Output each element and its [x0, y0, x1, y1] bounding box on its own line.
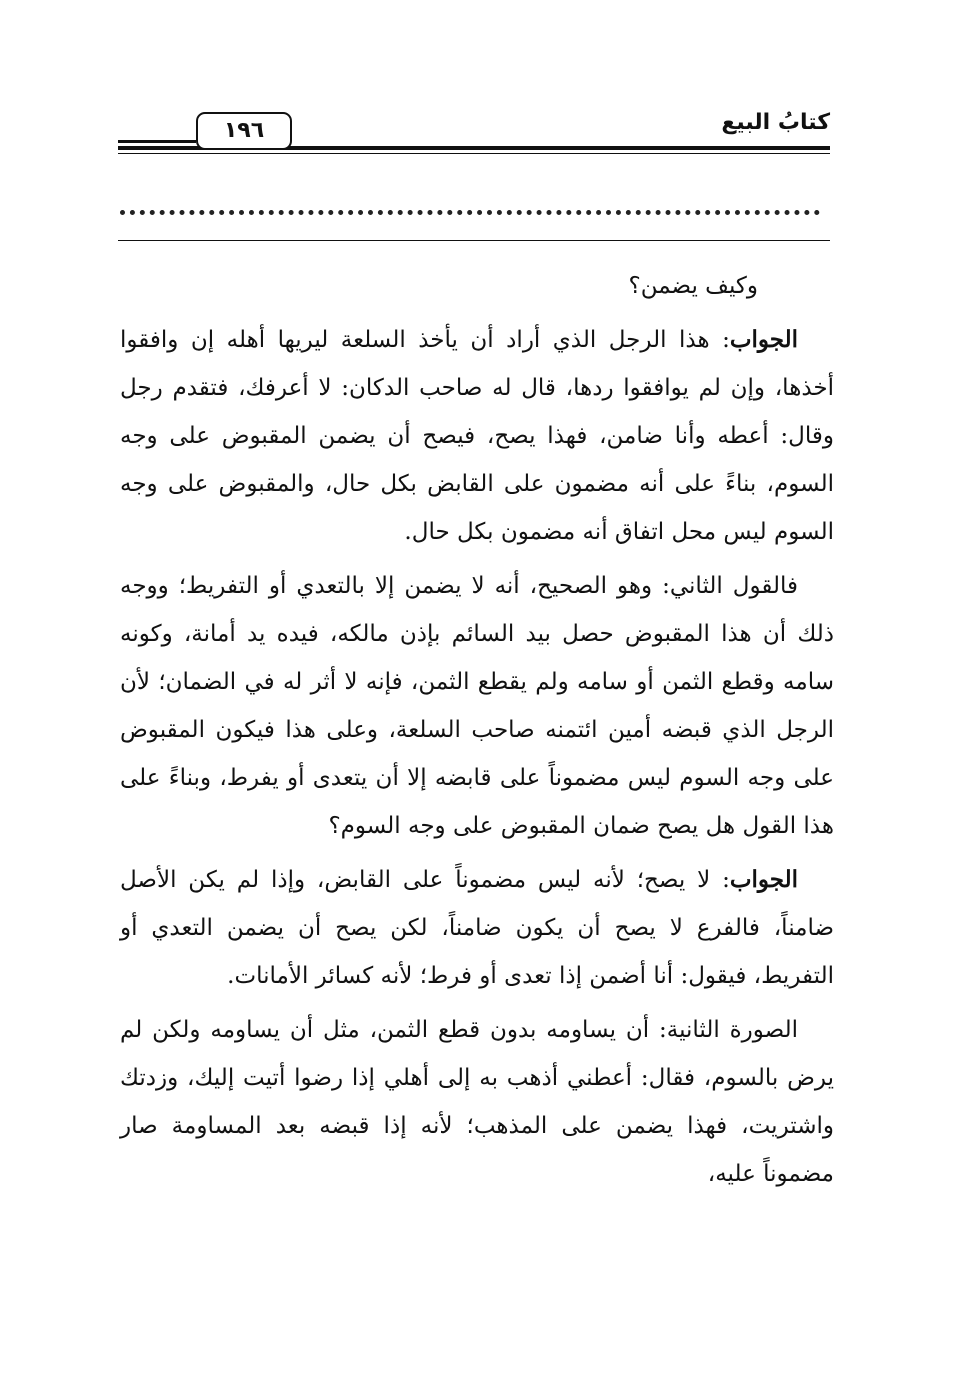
paragraph-text: فالقول الثاني: وهو الصحيح، أنه لا يضمن إلا بالتعدي أو التفريط؛ ووجه ذلك أن هذا المقبوض حصل بيد السائم بإذن مالكه، فيده يد أمانة، وكونه سامه وقطع الثمن أو سامه ولم يقطع الثمن، فإنه لا أثر له في الضمان؛ لأن الرجل الذي قبضه أمين ائتمنه صاحب السلعة، وعلى هذا فيكون المقبوض على وجه السوم ليس مضموناً على قابضه إلا أن يتعدى أو يفرط، وبناءً على هذا القول هل يصح ضمان المقبوض على وجه السوم؟	[120, 573, 834, 839]
paragraph-text: : هذا الرجل الذي أراد أن يأخذ السلعة ليريها أهله إن وافقوا أخذها، وإن لم يوافقوا ردها، قال له صاحب الدكان: لا أعرفك، فتقدم رجل وقال: أعطه وأنا ضامن، فهذا يصح، فيصح أن يضمن المقبوض على وجه السوم، بناءً على أنه مضمون على القابض بكل حال، والمقبوض على وجه السوم ليس محل اتفاق أنه مضمون بكل حال.	[120, 327, 834, 545]
body-text	[120, 262, 834, 1204]
paragraph	[120, 262, 834, 310]
paragraph-text: الصورة الثانية: أن يساومه بدون قطع الثمن، مثل أن يساومه ولكن لم يرض بالسوم، فقال: أعطني أذهب به إلى أهلي إذا رضوا أتيت إليك، وزدتك واشتريت، فهذا يضمن على المذهب؛ لأنه إذا قبضه بعد المساومة صار مضموناً عليه،	[120, 1017, 834, 1187]
page-number: ١٩٦	[196, 112, 292, 150]
answer-label: الجواب	[729, 326, 798, 353]
page-header	[118, 108, 830, 158]
header-rule-thin	[118, 153, 830, 154]
paragraph	[120, 316, 834, 556]
paragraph-text: : لا يصح؛ لأنه ليس مضموناً على القابض، وإذا لم يكن الأصل ضامناً، فالفرع لا يصح أن يكون ضامناً، لكن يصح أن يضمن التعدي أو التفريط، فيقول: أنا أضمن إذا تعدى أو فرط؛ لأنه كسائر الأمانات.	[120, 867, 834, 989]
book-title: كتابُ البيع	[721, 110, 830, 135]
paragraph-text: وكيف يضمن؟	[628, 273, 758, 299]
dotted-separator	[120, 190, 820, 215]
answer-label: الجواب	[729, 866, 798, 893]
paragraph	[120, 856, 834, 1000]
paragraph	[120, 1006, 834, 1198]
header-rule-left	[118, 140, 196, 143]
paragraph	[120, 562, 834, 850]
section-separator	[118, 240, 830, 241]
